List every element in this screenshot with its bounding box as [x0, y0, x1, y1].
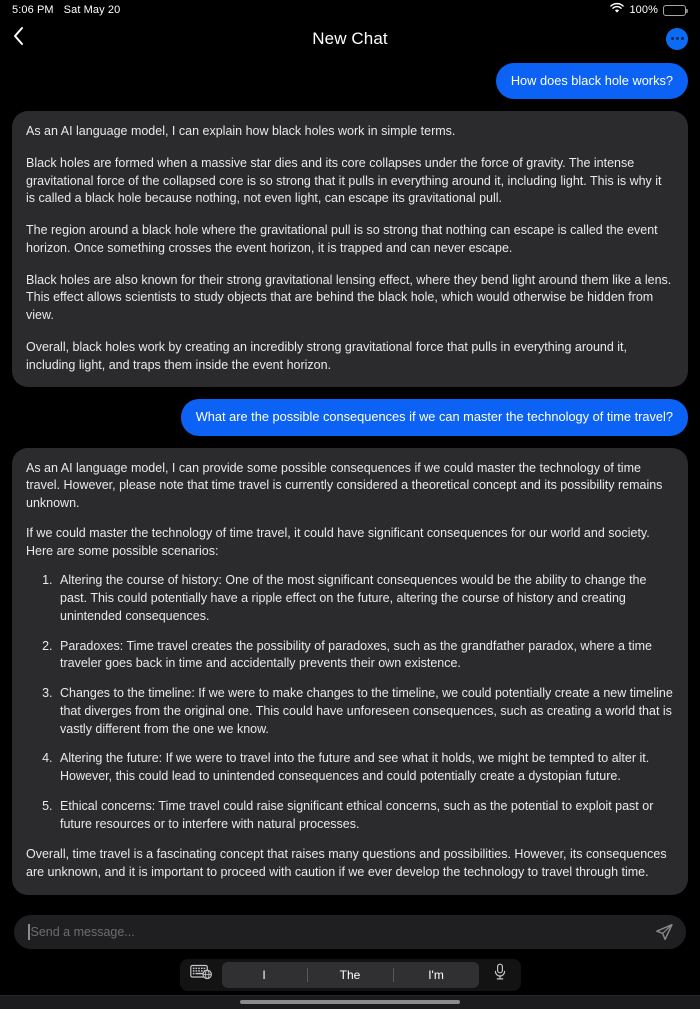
home-indicator-area	[0, 995, 700, 1009]
ellipsis-icon-dot	[676, 37, 679, 40]
battery-icon	[663, 5, 686, 16]
ellipsis-icon-dot	[681, 37, 684, 40]
microphone-icon	[493, 963, 507, 986]
dictation-button[interactable]	[485, 962, 515, 988]
wifi-icon	[610, 3, 624, 17]
message-row-assistant	[12, 448, 688, 895]
list-item: 2. Paradoxes: Time travel creates the possibility of paradoxes, such as the grandfather paradox, where a time traveler goes back in time and accidentally prevents their own existence.	[56, 638, 674, 674]
suggestion-item[interactable]: The	[339, 967, 361, 982]
assistant-paragraph: As an AI language model, I can provide some possible consequences if we could master the technology of time travel. However, please note that time travel is currently considered a theoretical concept and its possibility remains unknown.	[26, 460, 663, 511]
message-input-placeholder[interactable]: Send a message...	[30, 924, 135, 939]
assistant-paragraph: As an AI language model, I can explain how black holes work in simple terms.	[26, 124, 456, 139]
keyboard-toggle-button[interactable]	[186, 962, 216, 988]
list-item: 3. Changes to the timeline: If we were to make changes to the timeline, we could potentially create a new timeline that diverges from the original one. This could have unforeseen consequences, such as creating a world that is vastly different from the one we know.	[56, 685, 674, 738]
assistant-ordered-list	[26, 572, 674, 833]
list-item: 4. Altering the future: If we were to travel into the future and see what it holds, we might be tempted to alter it. However, this could lead to unintended consequences and could potentially create a dystopian future.	[56, 750, 674, 786]
chevron-left-icon	[12, 26, 24, 51]
page-title: New Chat	[312, 28, 388, 48]
message-row-user	[12, 399, 688, 435]
list-item: 1. Altering the course of history: One of the most significant consequences would be the ability to change the past. This could potentially have a ripple effect on the future, altering the course of history and creating unintended consequences.	[56, 572, 674, 625]
status-bar	[0, 0, 700, 20]
chat-transcript[interactable]	[0, 57, 700, 907]
message-row-assistant	[12, 111, 688, 387]
keyboard-bar-inner	[180, 959, 521, 991]
suggestion-list	[222, 962, 479, 988]
back-button[interactable]	[12, 24, 42, 54]
assistant-paragraph: Overall, black holes work by creating an incredibly strong gravitational force that pulls in everything around it, including light, and traps them inside the event horizon.	[26, 339, 628, 372]
status-bar-left	[12, 4, 120, 16]
keyboard-suggestion-bar	[0, 957, 700, 995]
assistant-message-bubble[interactable]	[12, 448, 688, 895]
send-button[interactable]	[654, 922, 674, 942]
ellipsis-icon-dot	[671, 37, 674, 40]
assistant-paragraph: Black holes are formed when a massive star dies and its core collapses under the force of gravity. The intense gravitational force of the collapsed core is so strong that it pulls in everything around it, including light. This is why it is called a black hole because nothing, not even light, can escape its gravitational pull.	[26, 155, 662, 206]
text-caret	[28, 924, 30, 940]
message-input-container[interactable]	[14, 915, 686, 949]
status-bar-right	[610, 3, 686, 17]
user-message-bubble[interactable]: What are the possible consequences if we can master the technology of time travel?	[181, 399, 688, 435]
assistant-paragraph: Overall, time travel is a fascinating concept that raises many questions and possibilities. However, its consequences are unknown, and it is important to proceed with caution if we ever develop the technology to travel through time.	[26, 847, 667, 880]
navigation-bar	[0, 20, 700, 57]
home-indicator[interactable]	[240, 1000, 460, 1004]
more-options-button[interactable]	[666, 28, 688, 50]
suggestion-item[interactable]: I	[262, 967, 266, 982]
assistant-paragraph: The region around a black hole where the gravitational pull is so strong that nothing can escape is called the event horizon. Once something crosses the event horizon, it is trapped and can never escape.	[26, 223, 658, 255]
assistant-message-bubble[interactable]	[12, 111, 688, 387]
list-item: 5. Ethical concerns: Time travel could raise significant ethical concerns, such as the potential to exploit past or future resources or to interfere with natural processes.	[56, 798, 674, 834]
assistant-paragraph: Black holes are also known for their strong gravitational lensing effect, where they bend light around them like a lens. This effect allows scientists to study objects that are behind the black hole, which would otherwise be hidden from view.	[26, 272, 672, 323]
battery-percentage: 100%	[629, 4, 658, 16]
suggestion-item[interactable]: I'm	[428, 967, 444, 982]
message-row-user	[12, 63, 688, 99]
keyboard-globe-icon	[190, 964, 212, 986]
status-time: 5:06 PM	[12, 4, 54, 16]
user-message-bubble[interactable]: How does black hole works?	[496, 63, 688, 99]
status-date: Sat May 20	[63, 4, 121, 16]
assistant-paragraph: If we could master the technology of time travel, it could have significant consequences for our world and society. Here are some possible scenarios:	[26, 525, 650, 558]
composer-bar	[0, 907, 700, 957]
